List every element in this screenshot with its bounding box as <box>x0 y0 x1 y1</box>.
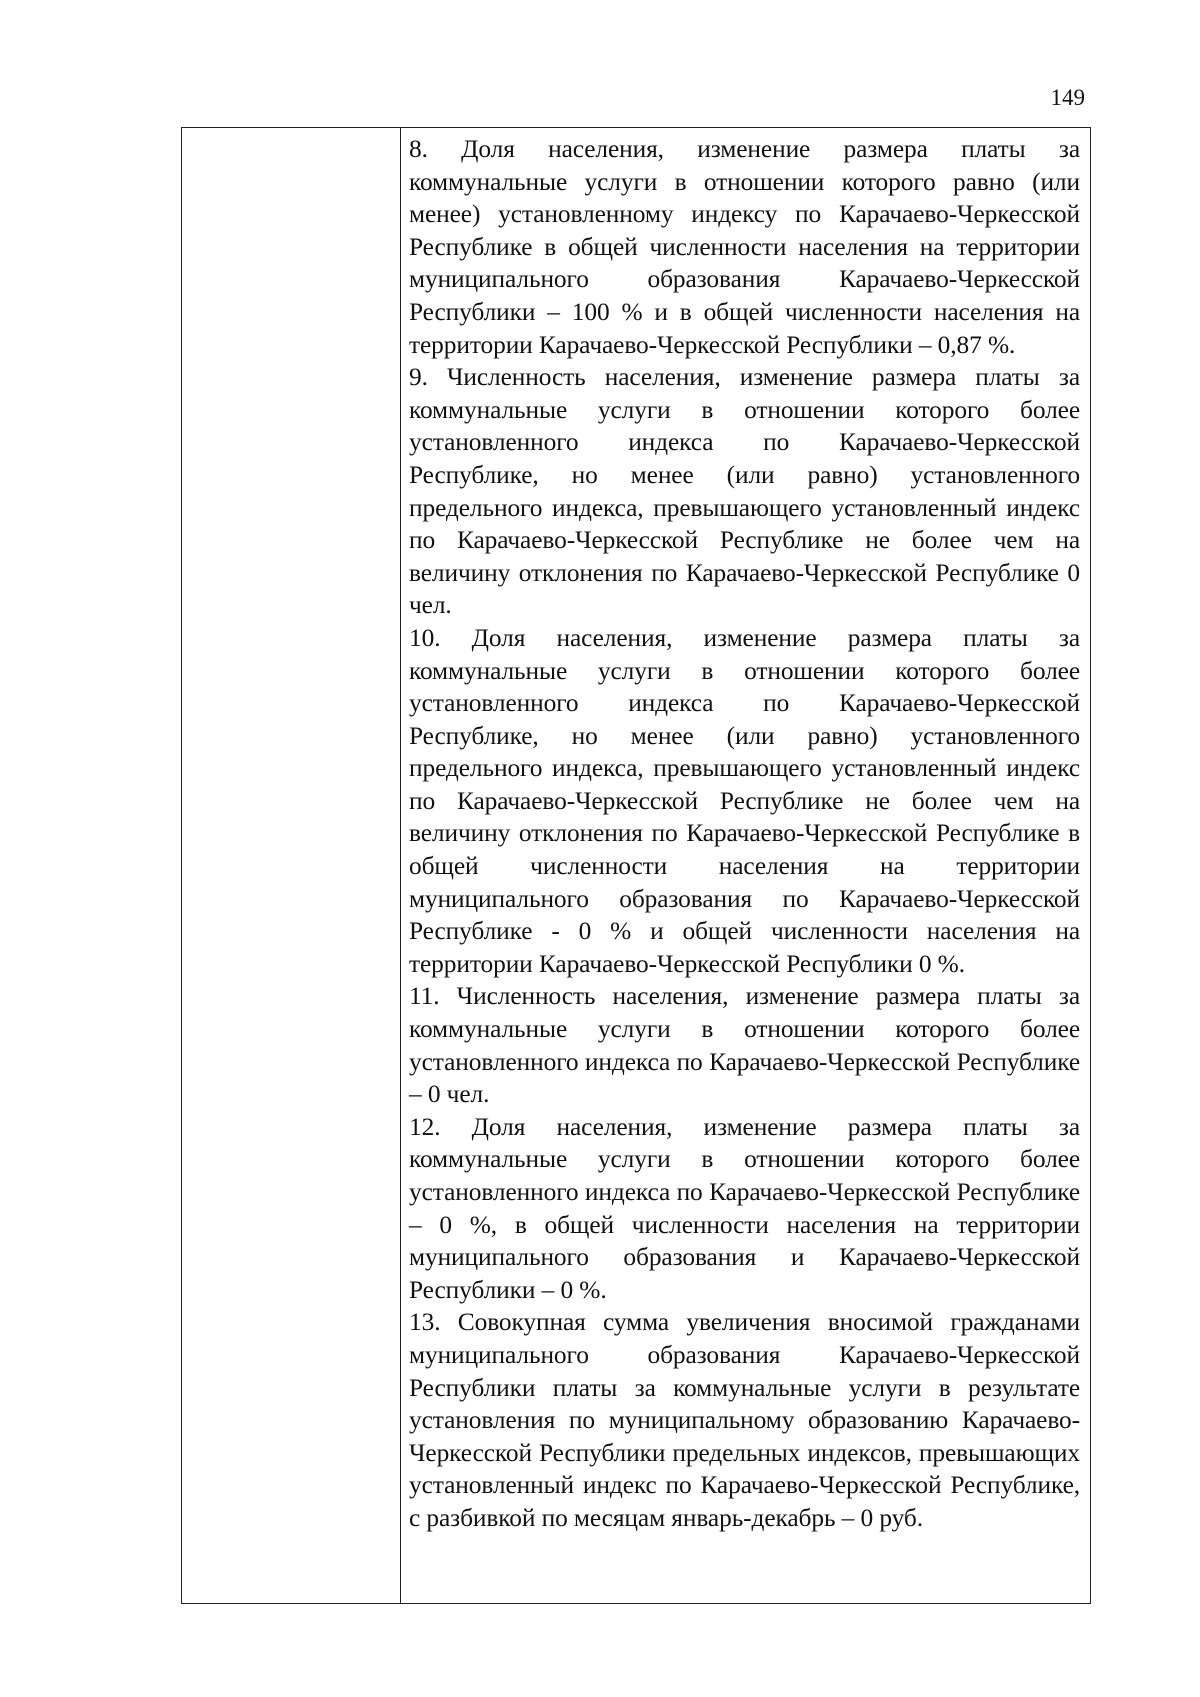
table-item-13: 13. Совокупная сумма увеличения вносимой гражданами муниципального образования Карачаево-Черкесской Республики платы за коммунальные услуги в результате установления по муниципальному образованию Карачаево-Черкесской Республики предельных индексов, превышающих установленный индекс по Карачаево-Черкесской Республике, с разбивкой по месяцам январь-декабрь – 0 руб. <box>409 1308 1080 1532</box>
document-table <box>181 127 1091 1604</box>
table-item-12: 12. Доля населения, изменение размера платы за коммунальные услуги в отношении которого более установленного индекса по Карачаево-Черкесской Республике – 0 %, в общей численности населения на территории муниципального образования и Карачаево-Черкесской Республики – 0 %. <box>409 1112 1080 1304</box>
table-left-cell <box>182 128 401 1603</box>
table-right-cell <box>401 128 1090 1603</box>
table-item-10: 10. Доля населения, изменение размера платы за коммунальные услуги в отношении которого более установленного индекса по Карачаево-Черкесской Республике, но менее (или равно) установленного предельного индекса, превышающего установленный индекс по Карачаево-Черкесской Республике не более чем на величину отклонения по Карачаево-Черкесской Республике в общей численности населения на территории муниципального образования по Карачаево-Черкесской Республике - 0 % и общей численности населения на территории Карачаево-Черкесской Республики 0 %. <box>409 623 1080 978</box>
table-item-9: 9. Численность населения, изменение размера платы за коммунальные услуги в отношении которого более установленного индекса по Карачаево-Черкесской Республике, но менее (или равно) установленного предельного индекса, превышающего установленный индекс по Карачаево-Черкесской Республике не более чем на величину отклонения по Карачаево-Черкесской Республике 0 чел. <box>409 363 1080 620</box>
table-item-11: 11. Численность населения, изменение размера платы за коммунальные услуги в отношении которого более установленного индекса по Карачаево-Черкесской Республике – 0 чел. <box>409 982 1080 1109</box>
table-item-8: 8. Доля населения, изменение размера платы за коммунальные услуги в отношении которого равно (или менее) установленному индексу по Карачаево-Черкесской Республике в общей численности населения на территории муниципального образования Карачаево-Черкесской Республики – 100 % и в общей численности населения на территории Карачаево-Черкесской Республики – 0,87 %. <box>409 135 1080 359</box>
page-number: 149 <box>1050 85 1085 110</box>
